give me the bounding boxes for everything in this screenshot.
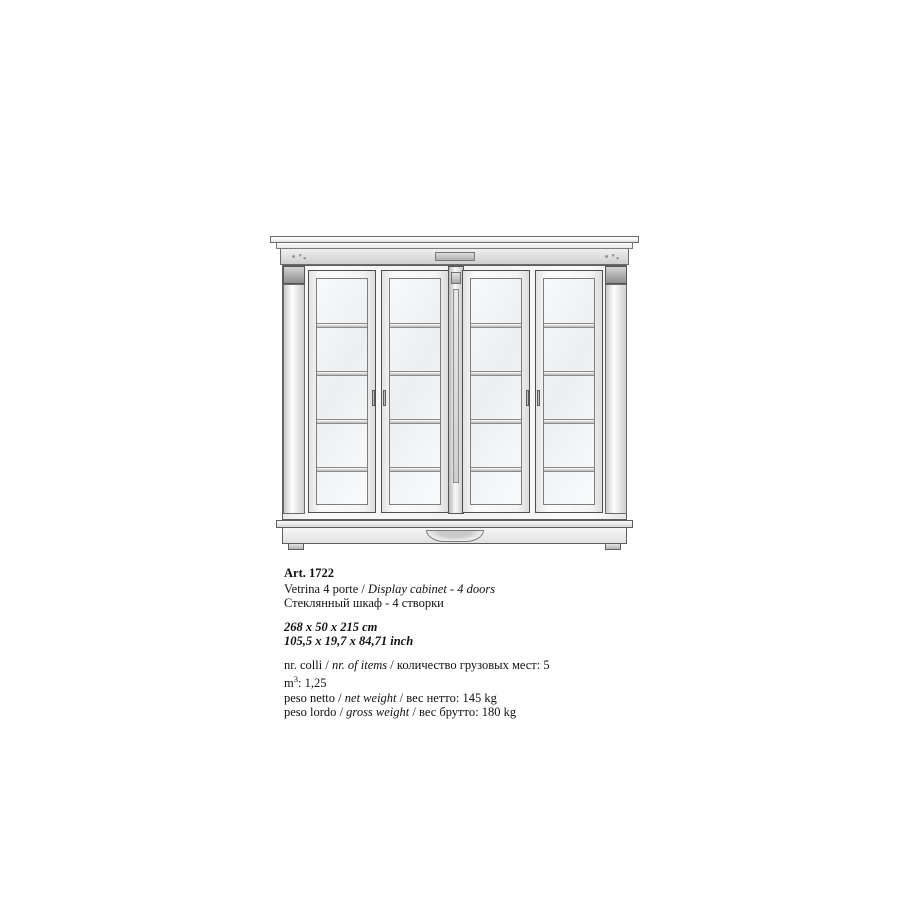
shelf: [390, 419, 440, 424]
sep-a: /: [322, 657, 332, 672]
net-label-ru: вес нетто: [406, 690, 456, 705]
shelf: [317, 419, 367, 424]
foot-left: [288, 544, 304, 550]
plinth-top-moulding: [276, 520, 633, 528]
door-2-glass: [389, 278, 441, 505]
volume-label: m: [284, 676, 294, 691]
door-1-glass: [316, 278, 368, 505]
foot-right: [605, 544, 621, 550]
volume-exponent: 3: [293, 674, 298, 684]
volume-line: $m^3$: 1,25: [284, 674, 327, 691]
product-illustration: [262, 230, 647, 555]
frieze-center-ornament-icon: [435, 252, 475, 261]
sep-b: /: [387, 657, 397, 672]
mullion-capital-icon: [451, 272, 461, 284]
capital-right: [605, 266, 627, 284]
volume-value: 1,25: [304, 676, 327, 691]
net-label-en: net weight: [344, 690, 397, 705]
shelf: [544, 467, 594, 472]
door-1: [308, 270, 376, 513]
capital-left: [283, 266, 305, 284]
packages-value: 5: [543, 657, 550, 672]
door-3-glass: [470, 278, 522, 505]
dimensions-inch: 105,5 x 19,7 x 84,71 inch: [284, 634, 414, 648]
shelf: [471, 323, 521, 328]
sep-f: /: [409, 705, 419, 720]
shelf: [471, 419, 521, 424]
name-separator-1: /: [358, 581, 369, 596]
cabinet-drawing: [262, 230, 647, 555]
gross-label-ru: вес брутто: [419, 705, 476, 720]
shelf: [471, 371, 521, 376]
sep-e: /: [336, 705, 347, 720]
frieze-carving-left-icon: [287, 251, 309, 262]
product-name-line: [284, 582, 704, 597]
door-2: [381, 270, 449, 513]
plinth-center-carving-icon: [426, 530, 484, 542]
sep-c: /: [335, 690, 345, 705]
gross-label-en: gross weight: [346, 705, 410, 720]
packages-label-en: nr. of items: [331, 657, 388, 672]
door-handle-4-icon: [537, 390, 540, 406]
shelf: [317, 371, 367, 376]
gross-weight-value: 180 kg: [481, 705, 517, 720]
shelf: [544, 371, 594, 376]
shelf: [471, 467, 521, 472]
pilaster-right: [605, 284, 627, 514]
packages-label-ru: количество грузовых мест: [396, 657, 537, 672]
carved-frieze: [280, 249, 629, 265]
packages-line: nr. colli / nr. of items / количество грузовых мест: 5: [284, 657, 550, 672]
net-label-it: peso netto: [284, 690, 336, 705]
shelf: [544, 323, 594, 328]
pilaster-left: [283, 284, 305, 514]
door-handle-2-icon: [383, 390, 386, 406]
shelf: [390, 467, 440, 472]
door-handle-3-icon: [526, 390, 529, 406]
shelf: [317, 323, 367, 328]
shelf: [390, 323, 440, 328]
shelf: [544, 419, 594, 424]
door-3: [462, 270, 530, 513]
article-number: Art. 1722: [284, 566, 334, 580]
gross-weight-line: peso lordo / gross weight / вес брутто: 180 kg: [284, 705, 517, 720]
product-name-ru: Стеклянный шкаф - 4 створки: [284, 596, 444, 610]
gross-label-it: peso lordo: [284, 705, 337, 720]
net-weight-line: peso netto / net weight / вес нетто: 145 kg: [284, 690, 497, 705]
door-4: [535, 270, 603, 513]
specifications-group: [284, 658, 704, 720]
cornice-upper: [270, 236, 639, 243]
dimensions-group: [284, 620, 704, 649]
net-weight-value: 145 kg: [462, 690, 497, 705]
product-caption: [284, 566, 704, 720]
plinth-apron: [282, 528, 627, 544]
shelf: [390, 371, 440, 376]
shelf: [317, 467, 367, 472]
dimensions-cm: 268 x 50 x 215 cm: [284, 619, 378, 634]
sep-d: /: [396, 690, 407, 705]
product-name-it: Vetrina 4 porte: [284, 581, 359, 596]
frieze-carving-right-icon: [600, 251, 622, 262]
door-4-glass: [543, 278, 595, 505]
door-handle-1-icon: [372, 390, 375, 406]
product-name-en: Display cabinet - 4 doors: [368, 581, 496, 596]
mullion-inlay: [453, 289, 459, 483]
packages-label-it: nr. colli: [284, 657, 323, 672]
